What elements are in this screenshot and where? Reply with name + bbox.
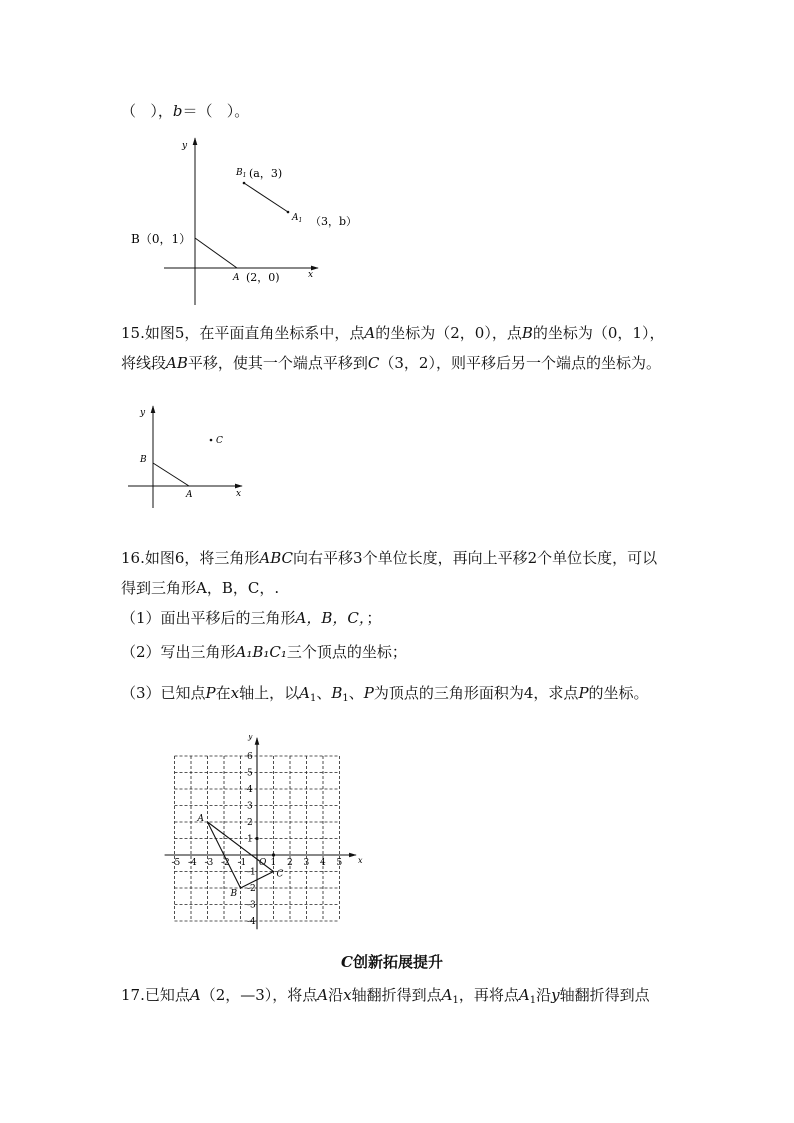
x-axis-label: x — [358, 856, 363, 865]
x-tick-label: -1 — [237, 858, 247, 868]
label-A1: $A_1$ — [292, 213, 303, 224]
y-tick-label: 1 — [247, 834, 253, 845]
x-tick-label: 5 — [336, 858, 343, 868]
figure-q14 — [120, 130, 380, 310]
y-axis-label: y — [182, 141, 188, 151]
q16-line-1: 16.如图6，将三角形ABC向右平移3个单位长度，再向上平移2个单位长度，可以 — [121, 549, 658, 567]
segment-A1B1 — [244, 183, 288, 212]
section-heading: C创新拓展提升 — [341, 953, 443, 971]
y-axis-label: y — [140, 408, 146, 418]
label-A-coord: (2，0) — [246, 271, 280, 284]
label-A1-coord: （3，b） — [310, 215, 358, 228]
q16-part-3: （3）已知点P在x轴上，以$A_1$、$B_1$、P为顶点的三角形面积为4，求点P的坐标。 — [121, 684, 649, 704]
x-tick-label: 4 — [320, 858, 326, 868]
x-tick-label: 2 — [287, 858, 293, 868]
label-A: A — [186, 490, 193, 500]
y-tick-label: 6 — [247, 752, 253, 762]
x-axis-label: x — [308, 270, 314, 280]
label-B1: $B_1$ — [236, 168, 247, 179]
figure-5 — [120, 400, 260, 515]
figure-6 — [150, 735, 370, 935]
x-tick-label: -4 — [188, 858, 197, 868]
q17-line-1: 17.已知点A（2，—3），将点A沿x轴翻折得到点$A_1$，再将点$A_1$沿y轴翻折得到点 — [121, 986, 650, 1006]
y-tick-label: 4 — [247, 785, 253, 795]
label-B: B（0，1） — [131, 232, 192, 246]
point-C — [210, 439, 213, 442]
y-tick-label: -2 — [247, 884, 256, 894]
y-tick-label: -3 — [247, 900, 256, 911]
q14-answer-line: （ ），b＝（ ）。 — [121, 102, 250, 120]
segment-AB — [195, 238, 237, 268]
axis-dot — [255, 837, 258, 840]
y-tick-label: 2 — [247, 818, 253, 828]
segment-AB — [153, 463, 189, 486]
q15-line-2: 将线段AB平移，使其一个端点平移到C（3，2），则平移后另一个端点的坐标为。 — [121, 354, 661, 372]
y-axis-label: y — [248, 735, 253, 741]
x-tick-label: 3 — [303, 858, 310, 868]
y-tick-label: -1 — [247, 867, 256, 878]
label-B: B — [230, 889, 238, 899]
axis-dot — [272, 853, 275, 856]
y-tick-label: -4 — [247, 917, 256, 927]
x-tick-label: -2 — [221, 858, 230, 868]
y-tick-label: 5 — [247, 768, 253, 779]
x-tick-label: 1 — [270, 858, 277, 868]
label-B1-coord: (a，3) — [249, 167, 283, 180]
label-A: A — [233, 273, 240, 283]
origin-label: O — [259, 858, 267, 868]
x-axis-label: x — [236, 489, 242, 499]
y-tick-label: 3 — [247, 801, 253, 812]
q15-line-1: 15.如图5，在平面直角坐标系中，点A的坐标为（2，0），点B的坐标为（0，1）， — [121, 324, 665, 342]
label-A: A — [197, 814, 204, 824]
x-tick-label: -3 — [204, 858, 214, 868]
q16-part-2: （2）写出三角形A₁B₁C₁三个顶点的坐标； — [121, 643, 407, 661]
label-B: B — [140, 455, 147, 465]
q16-part-1: （1）面出平移后的三角形A，B，C，； — [121, 609, 382, 627]
label-C: C — [216, 436, 223, 446]
label-C: C — [276, 869, 284, 880]
q16-line-2: 得到三角形A，B，C，. — [121, 579, 280, 597]
x-tick-label: -5 — [171, 858, 181, 868]
